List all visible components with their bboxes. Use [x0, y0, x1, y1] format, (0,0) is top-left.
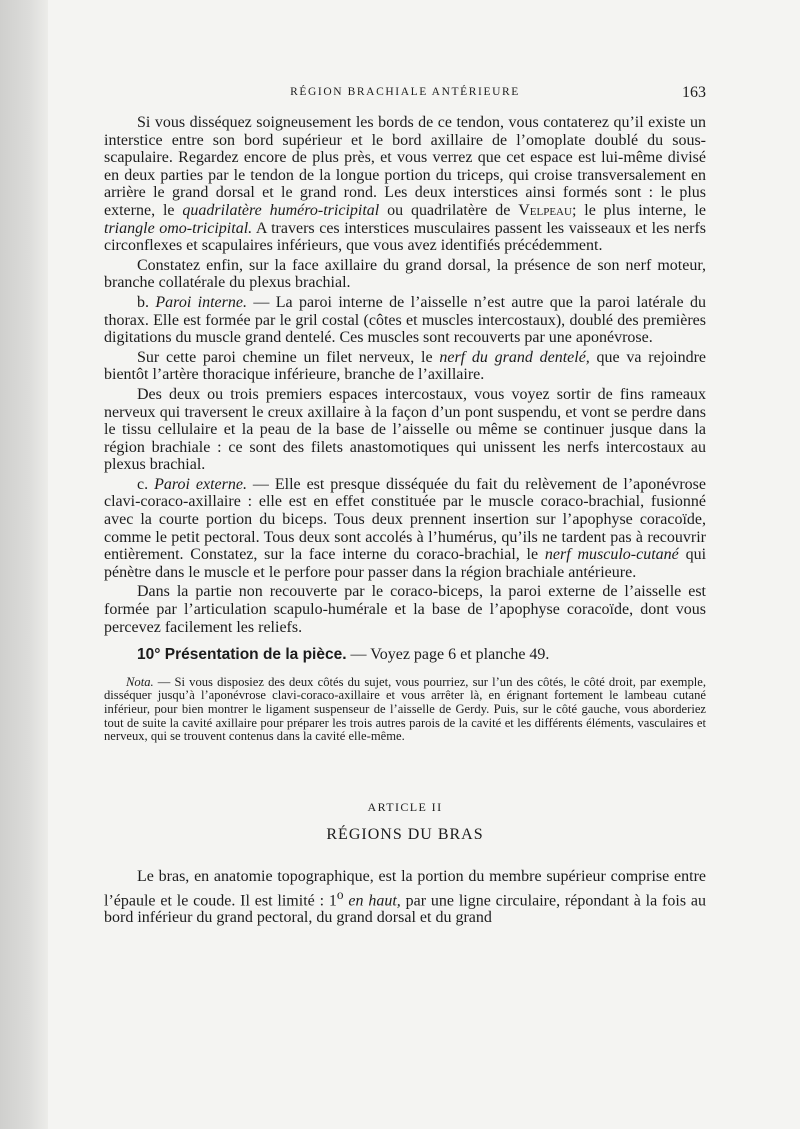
article-title: RÉGIONS DU BRAS: [326, 826, 484, 844]
paragraph-tendon-interstice: Si vous disséquez soigneusement les bords de ce tendon, vous contaterez qu’il existe un interstice entre son bord supérieur et le bord axillaire de l’omoplate doublé du sous-scapulaire. Regardez encore de plus près, et vous verrez que cet espace est lui-même divisé en deux parties par le tendon de la longue portion du triceps, qui croise transversalement en arrière le grand dorsal et le grand rond. Les deux interstices ainsi formés sont : le plus externe, le quadrilatère huméro-tricipital ou quadrilatère de Velpeau; le plus interne, le triangle omo-tricipital. A travers ces interstices musculaires passent les vaisseaux et les nerfs circonflexes et scapulaires inférieurs, que vous avez identifiés précédemment.: [104, 114, 707, 255]
paragraph-bras-intro: Le bras, en anatomie topographique, est la portion du membre supérieur comprise entre l’épaule et le coude. Il est limité : 1$^o$ en haut, par une ligne circulaire, répondant à la fois au bord inférieur du grand pectoral, du grand dorsal et du grand: [104, 867, 707, 927]
paragraph-coraco-biceps: Dans la partie non recouverte par le coraco-biceps, la paroi externe de l’aisselle est formée par l’articulation scapulo-humérale et la base de l’apophyse coracoïde, dont vous percevez facilement les reliefs.: [104, 583, 706, 636]
scan-page-edge: [0, 0, 48, 1129]
book-page: [104, 84, 706, 927]
paragraph-grand-dorsal-nerve: Constatez enfin, sur la face axillaire du grand dorsal, la présence de son nerf moteur, branche collatérale du plexus brachial.: [104, 256, 706, 292]
running-title: RÉGION BRACHIALE ANTÉRIEURE: [290, 86, 520, 98]
paragraph-nerf-grand-dentele: Sur cette paroi chemine un filet nerveux, le nerf du grand dentelé, que va rejoindre bientôt l’artère thoracique inférieure, branche de l’axillaire.: [104, 348, 706, 384]
section-presentation-piece: 10° Présentation de la pièce. — Voyez page 6 et planche 49.: [137, 646, 550, 664]
page-number: 163: [682, 84, 706, 101]
paragraph-paroi-externe: c. Paroi externe. — Elle est presque disséquée du fait du relèvement de l’aponévrose clavi-coraco-axillaire : elle est en effet constituée par le muscle coraco-brachial, fusionné avec la courte portion du biceps. Tous deux prennent insertion sur l’apophyse coracoïde, comme le petit pectoral. Tous deux sont accolés à l’humérus, qu’ils ne tardent pas à recouvrir entièrement. Constatez, sur la face interne du coraco-brachial, le nerf musculo-cutané qui pénètre dans le muscle et le perfore pour passer dans la région brachiale antérieure.: [104, 475, 707, 581]
running-head: [104, 84, 706, 106]
footnote-nota: Nota. — Si vous disposiez des deux côtés du sujet, vous pourriez, sur l’un des côtés, le côté droit, par exemple, disséquer jusqu’à l’aponévrose clavi-coraco-axillaire et vous arrêter là, en érignant fortement le lambeau cutané inférieur, pour bien montrer le ligament suspenseur de l’aisselle de Gerdy. Puis, sur le côté gauche, vous aborderiez tout de suite la cavité axillaire pour préparer les trois autres parois de la cavité et les différents éléments, vasculaires et nerveux, qui se trouvent contenus dans la cavité elle-même.: [104, 674, 706, 744]
paragraph-paroi-interne: b. Paroi interne. — La paroi interne de l’aisselle n’est autre que la paroi latérale du thorax. Elle est formée par le gril costal (côtes et muscles intercostaux), doublé des premières digitations du muscle grand dentelé. Ces muscles sont recouverts par une aponévrose.: [104, 293, 707, 347]
article-label: ARTICLE II: [367, 799, 443, 814]
paragraph-intercostal-branches: Des deux ou trois premiers espaces intercostaux, vous voyez sortir de fins rameaux nerveux qui traversent le creux axillaire à la façon d’un pont suspendu, et vont se perdre dans le tissu cellulaire et la peau de la base de l’aisselle ou même se continuer jusque dans la région brachiale : ce sont des filets anastomotiques qui unissent les nerfs intercostaux au plexus brachial.: [104, 385, 706, 474]
